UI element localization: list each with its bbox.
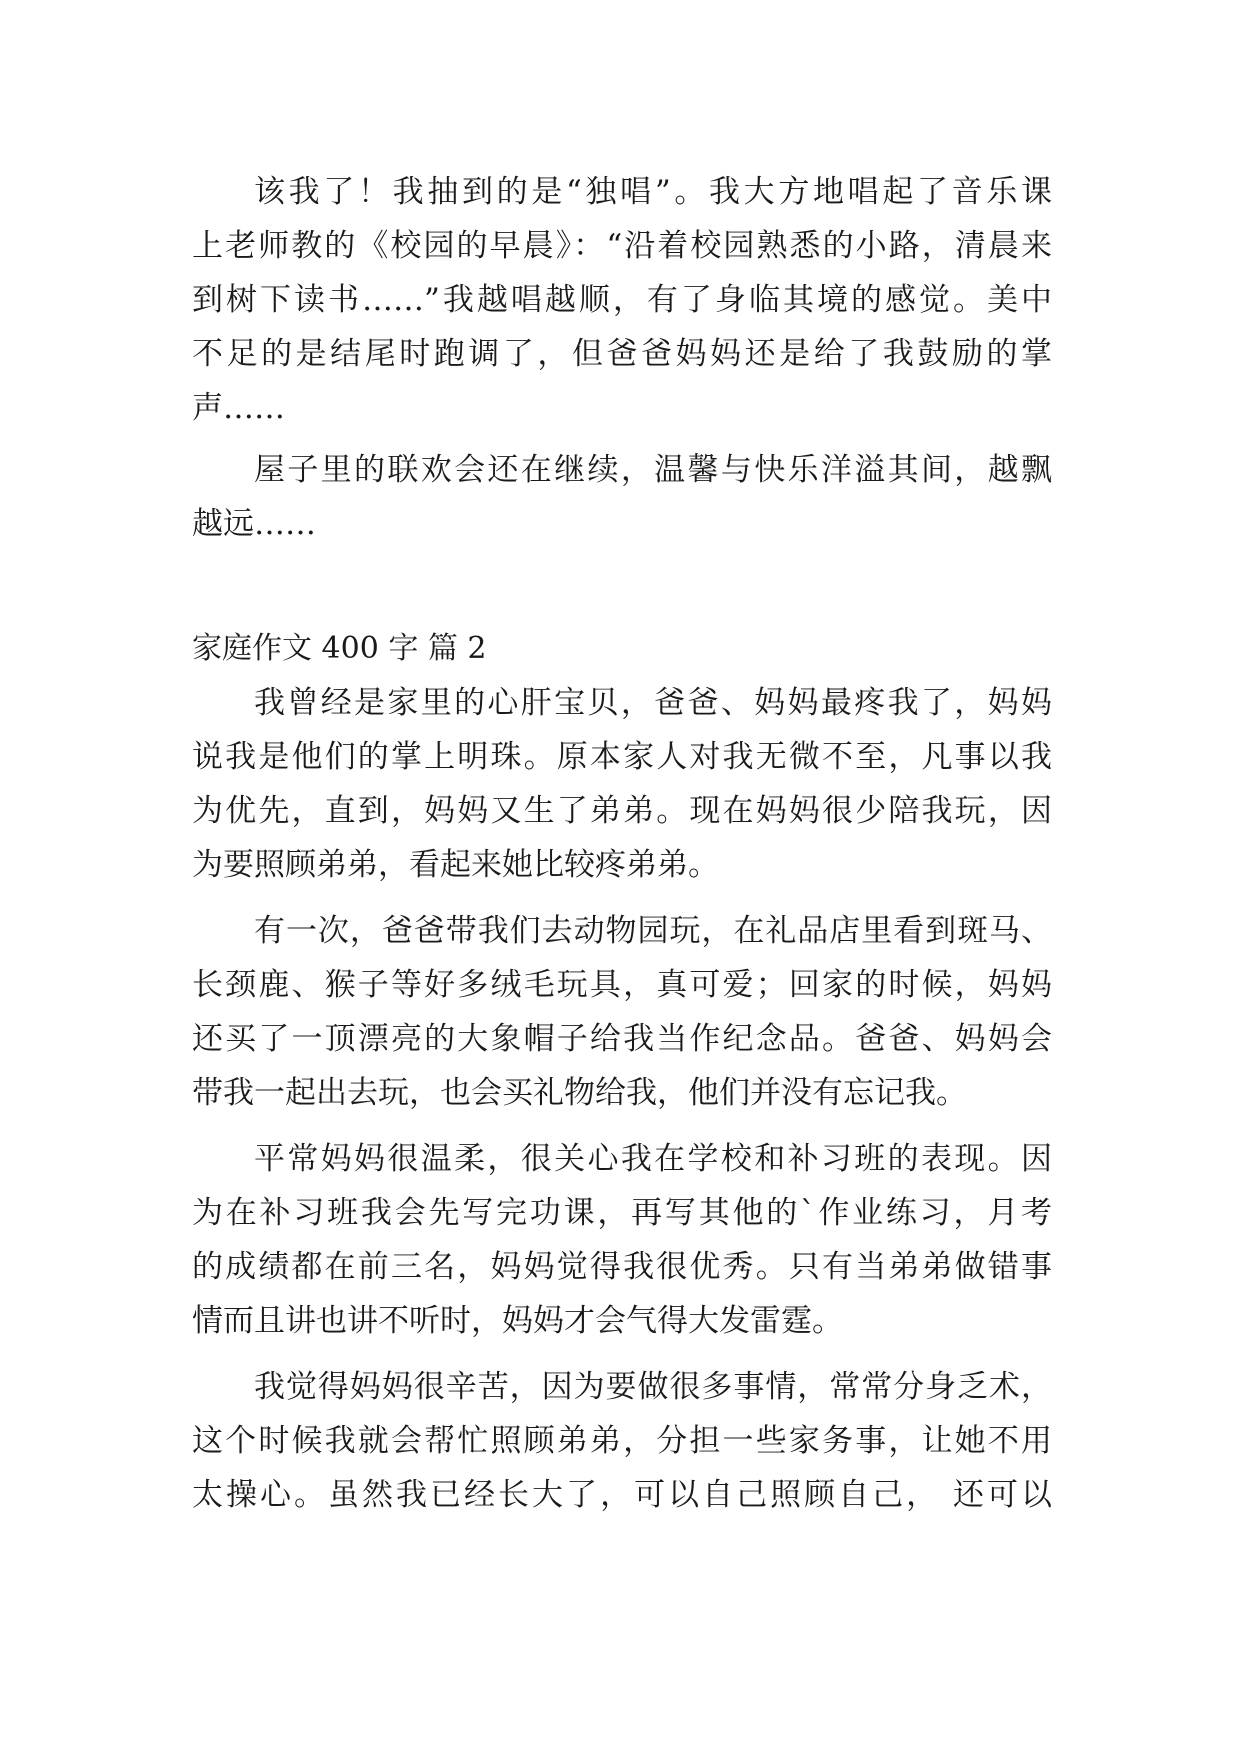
paragraph-line: 越远…… <box>192 506 316 542</box>
paragraph-line: 不足的是结尾时跑调了，但爸爸妈妈还是给了我鼓励的掌 <box>192 336 1052 372</box>
paragraph-line: 平常妈妈很温柔，很关心我在学校和补习班的表现。因 <box>254 1141 1052 1177</box>
paragraph-line: 太操心。虽然我已经长大了，可以自己照顾自己， 还可以 <box>192 1477 1052 1513</box>
paragraph-line: 为优先，直到，妈妈又生了弟弟。现在妈妈很少陪我玩，因 <box>192 793 1052 829</box>
paragraph-line: 我觉得妈妈很辛苦，因为要做很多事情，常常分身乏术， <box>254 1369 1052 1405</box>
paragraph-line: 我曾经是家里的心肝宝贝，爸爸、妈妈最疼我了，妈妈 <box>254 685 1052 721</box>
paragraph-line: 声…… <box>192 390 285 426</box>
paragraph-line: 屋子里的联欢会还在继续，温馨与快乐洋溢其间，越飘 <box>254 452 1052 488</box>
paragraph-line: 还买了一顶漂亮的大象帽子给我当作纪念品。爸爸、妈妈会 <box>192 1021 1052 1057</box>
paragraph-line: 上老师教的《校园的早晨》：“沿着校园熟悉的小路，清晨来 <box>192 228 1052 264</box>
paragraph-line: 带我一起出去玩，也会买礼物给我，他们并没有忘记我。 <box>192 1075 967 1111</box>
paragraph-line: 到树下读书……”我越唱越顺，有了身临其境的感觉。美中 <box>192 282 1052 318</box>
paragraph-line: 长颈鹿、猴子等好多绒毛玩具，真可爱；回家的时候，妈妈 <box>192 967 1052 1003</box>
paragraph-line: 说我是他们的掌上明珠。原本家人对我无微不至，凡事以我 <box>192 739 1052 775</box>
section-heading: 家庭作文 400 字 篇 2 <box>192 631 487 666</box>
paragraph-line: 这个时候我就会帮忙照顾弟弟，分担一些家务事，让她不用 <box>192 1423 1052 1459</box>
paragraph-line: 有一次，爸爸带我们去动物园玩，在礼品店里看到斑马、 <box>254 913 1052 949</box>
paragraph-line: 为在补习班我会先写完功课，再写其他的`作业练习，月考 <box>192 1195 1052 1231</box>
paragraph-line: 情而且讲也讲不听时，妈妈才会气得大发雷霆。 <box>192 1303 843 1339</box>
paragraph-line: 该我了！我抽到的是“独唱”。我大方地唱起了音乐课 <box>254 174 1052 210</box>
paragraph-line: 的成绩都在前三名，妈妈觉得我很优秀。只有当弟弟做错事 <box>192 1249 1052 1285</box>
paragraph-line: 为要照顾弟弟，看起来她比较疼弟弟。 <box>192 847 719 883</box>
